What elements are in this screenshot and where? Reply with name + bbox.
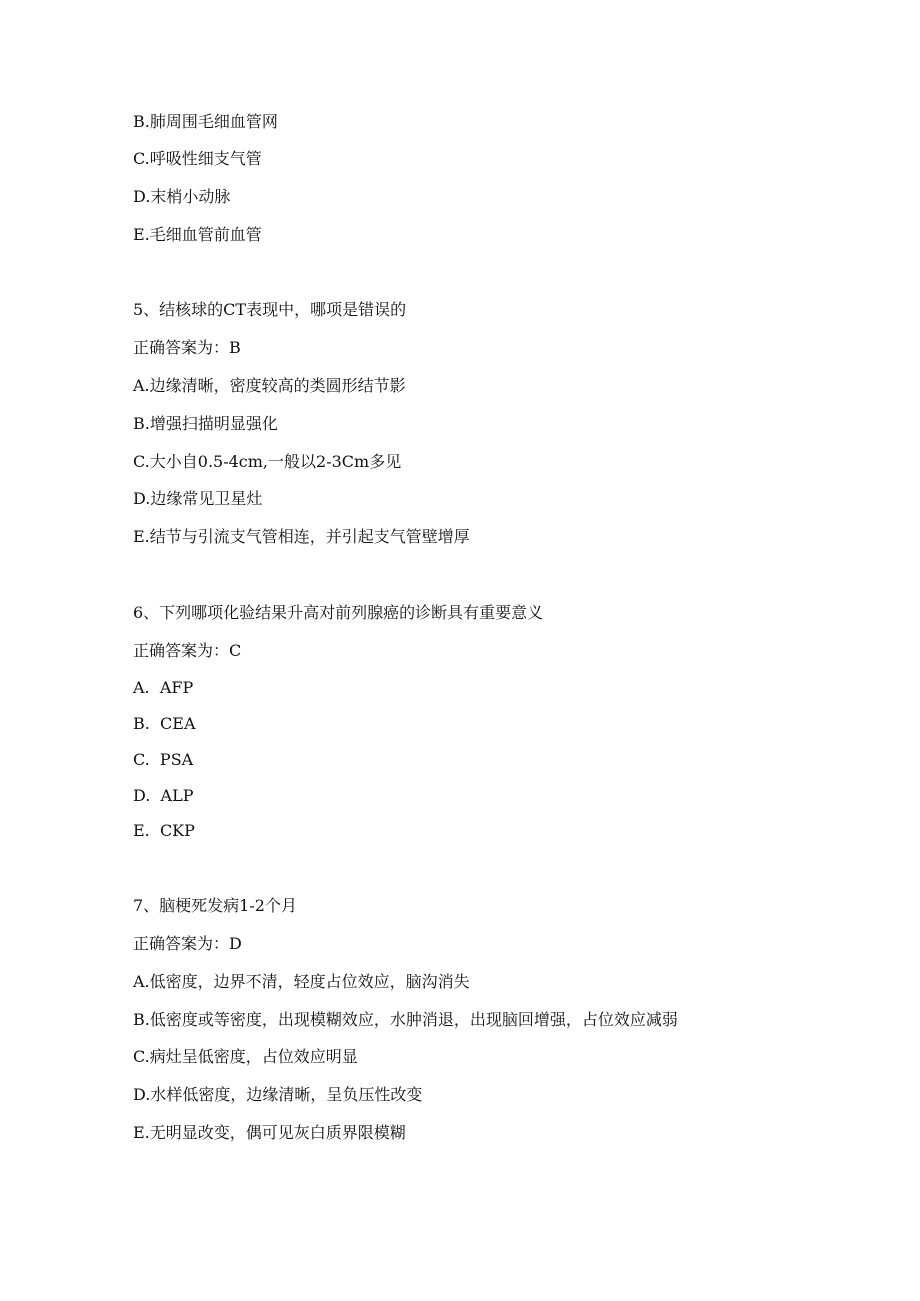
q6-title: 6、下列哪项化验结果升高对前列腺癌的诊断具有重要意义 [133, 603, 544, 622]
q7-option-a: A.低密度，边界不清，轻度占位效应，脑沟消失 [133, 972, 470, 991]
q4-option-d: D.末梢小动脉 [133, 187, 231, 206]
q7-answer: 正确答案为：D [133, 934, 242, 953]
q6-option-a: A. AFP [133, 678, 194, 697]
q4-option-b: B.肺周围毛细血管网 [133, 112, 278, 131]
q7-option-e: E.无明显改变，偶可见灰白质界限模糊 [133, 1123, 406, 1142]
q7-title: 7、脑梗死发病1-2个月 [133, 896, 297, 915]
q4-option-e: E.毛细血管前血管 [133, 225, 262, 244]
q7-option-b: B.低密度或等密度，出现模糊效应，水肿消退，出现脑回增强，占位效应减弱 [133, 1010, 678, 1029]
q6-answer: 正确答案为：C [133, 641, 242, 660]
q6-option-d: D. ALP [133, 786, 194, 805]
q5-option-a: A.边缘清晰，密度较高的类圆形结节影 [133, 376, 406, 395]
q7-option-d: D.水样低密度，边缘清晰，呈负压性改变 [133, 1085, 423, 1104]
q6-option-b: B. CEA [133, 714, 196, 733]
q7-option-c: C.病灶呈低密度，占位效应明显 [133, 1047, 358, 1066]
q4-option-c: C.呼吸性细支气管 [133, 149, 262, 168]
q5-title: 5、结核球的CT表现中，哪项是错误的 [133, 300, 407, 319]
q5-option-b: B.增强扫描明显强化 [133, 414, 278, 433]
q5-answer: 正确答案为：B [133, 338, 241, 357]
q5-option-e: E.结节与引流支气管相连，并引起支气管壁增厚 [133, 527, 470, 546]
q5-option-c: C.大小自0.5-4cm,一般以2-3Cm多见 [133, 452, 402, 471]
q6-option-e: E. CKP [133, 821, 195, 840]
q5-option-d: D.边缘常见卫星灶 [133, 489, 263, 508]
q6-option-c: C. PSA [133, 750, 194, 769]
